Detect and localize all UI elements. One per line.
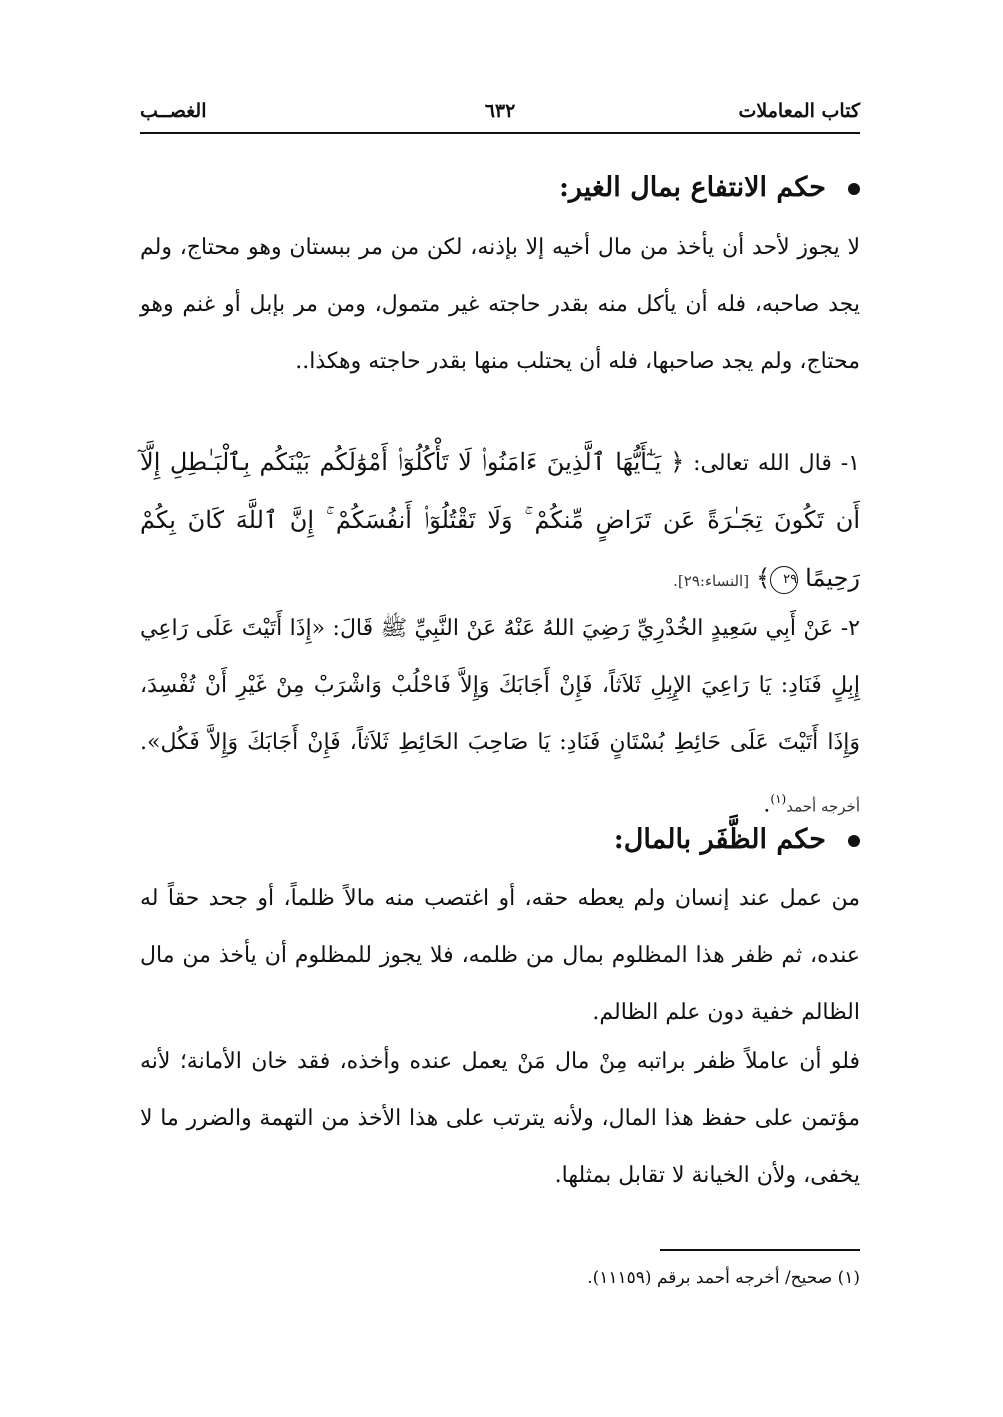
footnote-ref[interactable]: (١) [770,792,787,806]
footnote-separator [660,1249,860,1251]
item-1-number: ١- [840,451,860,476]
quran-open-bracket: ﴿ [670,448,685,476]
bullet-icon [848,835,860,847]
quran-item [140,434,860,610]
section-heading-1 [559,165,860,211]
heading-1-text: حكم الانتفاع بمال الغير: [558,172,826,203]
quran-close-bracket: ﴾ [756,564,771,592]
verse-reference: [النساء:٢٩]. [673,572,750,590]
hadith-item [140,600,860,835]
chapter-title: الغصــب [140,100,207,122]
item-1-intro: قال الله تعالى: [693,451,832,476]
bullet-icon [848,183,860,195]
hadith-text: عَنْ أَبِي سَعِيدٍ الخُدْرِيِّ رَضِيَ اللهُ عَنْهُ عَنْ النَّبِيِّ ﷺ قَالَ: «إِذَا أَتَيْتَ عَلَى رَاعِي إِبِلٍ فَنَادِ: يَا رَاعِيَ الإِبِلِ ثَلاَثاً، فَإِنْ أَجَابَكَ وَإِلاَّ فَاحْلُبْ وَاشْرَبْ مِنْ غَيْرِ أَنْ تُفْسِدَ، وَإِذَا أَتَيْتَ عَلَى حَائِطِ بُسْتَانٍ فَنَادِ: يَا صَاحِبَ الحَائِطِ ثَلاَثاً، فَإِنْ أَجَابَكَ وَإِلاَّ فَكُل». [140,616,860,755]
quran-verse: يَـٰٓأَيُّهَا ٱلَّذِينَ ءَامَنُوا۟ لَا تَأْكُلُوٓا۟ أَمْوَٰلَكُم بَيْنَكُم بِٱلْبَـٰطِلِ إِلَّآ أَن تَكُونَ تِجَـٰرَةً عَن تَرَاضٍ مِّنكُمْ ۚ وَلَا تَقْتُلُوٓا۟ أَنفُسَكُمْ ۚ إِنَّ ٱللَّهَ كَانَ بِكُمْ رَحِيمًا [140,448,860,592]
heading-2-text: حكم الظَّفَر بالمال: [613,824,826,855]
page-body [140,0,860,1250]
item-2-number: ٢- [840,616,860,641]
paragraph-3: فلو أن عاملاً ظفر براتبه مِنْ مال مَنْ يعمل عنده وأخذه، فقد خان الأمانة؛ لأنه مؤتمن على حفظ هذا المال، ولأنه يترتب على هذا الأخذ من التهمة والضرر ما لا يخفى، ولأن الخيانة لا تقابل بمثلها. [140,1049,860,1188]
hadith-end: . [763,792,771,818]
paragraph-1: لا يجوز لأحد أن يأخذ من مال أخيه إلا بإذنه، لكن من مر ببستان وهو محتاج، ولم يجد صاحبه، فله أن يأكل منه بقدر حاجته غير متمول، ومن مر بإبل أو غنم وهو محتاج، ولم يجد صاحبها، فله أن يحتلب منها بقدر حاجته وهكذا.. [140,235,860,374]
section-heading-2 [614,817,860,863]
ayah-number-marker: ٢٩ [770,566,798,594]
hadith-source: أخرجه أحمد [786,797,860,816]
footnote: (١) صحيح/ أخرجه أحمد برقم (١١١٥٩). [587,1268,860,1288]
page-number: ٦٣٢ [484,100,516,122]
paragraph-2: من عمل عند إنسان ولم يعطه حقه، أو اغتصب منه مالاً ظلماً، أو جحد حقاً له عنده، ثم ظفر هذا المظلوم بمال من ظلمه، فلا يجوز للمظلوم أن يأخذ من مال الظالم خفية دون علم الظالم. [140,886,860,1025]
book-title: كتاب المعاملات [738,100,860,122]
